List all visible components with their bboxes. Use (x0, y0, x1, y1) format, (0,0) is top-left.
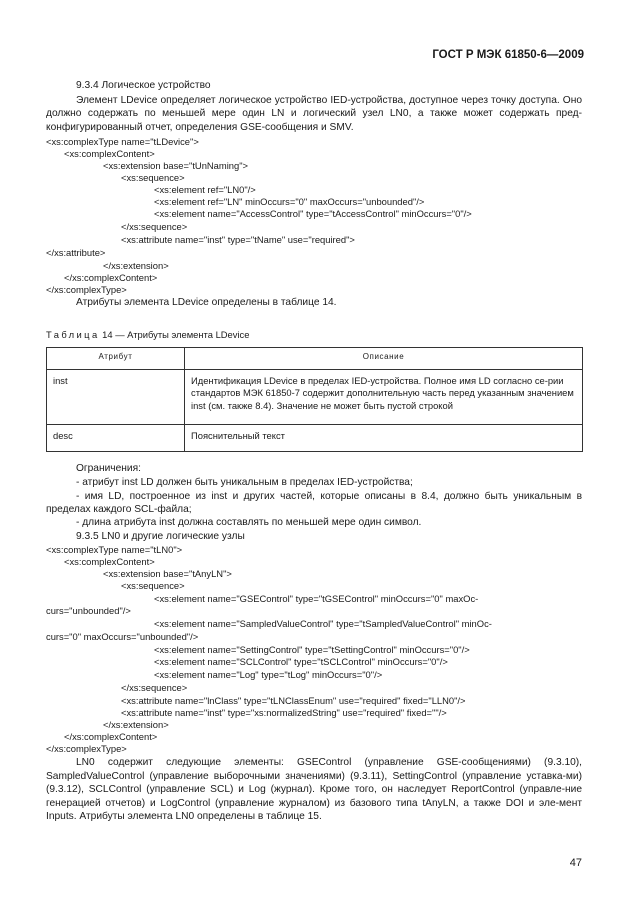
restriction-item: - имя LD, построенное из inst и других частей, которые описаны в 8.4, должно быть уникальным в пределах каждого SCL-файла; (46, 491, 582, 516)
code-line: <xs:complexType name="tLDevice"> (46, 136, 199, 147)
table-reference-text: Атрибуты элемента LDevice определены в таблице 14. (76, 297, 337, 308)
code-line: <xs:element ref="LN" minOccurs="0" maxOccurs="unbounded"/> (154, 196, 425, 207)
page-number: 47 (569, 857, 582, 869)
restrictions-title: Ограничения: (76, 463, 141, 474)
code-line: <xs:attribute name="inst" type="xs:normalizedString" use="required" fixed=""/> (121, 707, 447, 718)
code-line: <xs:element name="SettingControl" type="tSettingControl" minOccurs="0"/> (154, 644, 470, 655)
restriction-item: - атрибут inst LD должен быть уникальным в пределах IED-устройства; (76, 477, 413, 488)
code-line: <xs:element ref="LN0"/> (154, 184, 256, 195)
code-line: <xs:element name="SCLControl" type="tSCLControl" minOccurs="0"/> (154, 656, 448, 667)
section-934-paragraph: Элемент LDevice определяет логическое устройство IED-устройства, доступное через точку доступа. Оно должно содержать по меньшей мере один LN и логический узел LN0, а также может содержать пред-конфигурированный отчет, определения GSE-сообщения и SMV. (46, 95, 582, 133)
code-line: <xs:element name="AccessControl" type="tAccessControl" minOccurs="0"/> (154, 208, 472, 219)
attribute-cell: desc (47, 425, 185, 452)
code-line: </xs:complexType> (46, 284, 127, 295)
code-line: <xs:attribute name="lnClass" type="tLNClassEnum" use="required" fixed="LLN0"/> (121, 695, 466, 706)
code-line: </xs:complexType> (46, 743, 127, 754)
code-line: <xs:complexType name="tLN0"> (46, 544, 183, 555)
description-cell: Пояснительный текст (185, 425, 583, 452)
code-line: </xs:extension> (103, 719, 169, 730)
table-row (47, 370, 583, 425)
code-line: </xs:complexContent> (64, 272, 158, 283)
code-line: </xs:attribute> (46, 247, 106, 258)
table-caption: Таблица 14 — Атрибуты элемента LDevice (46, 329, 250, 340)
code-line: <xs:complexContent> (64, 556, 155, 567)
code-line: <xs:attribute name="inst" type="tName" use="required"> (121, 234, 355, 245)
section-heading-935: 9.3.5 LN0 и другие логические узлы (76, 531, 245, 542)
standard-header: ГОСТ Р МЭК 61850-6—2009 (432, 49, 584, 61)
code-line: <xs:element name="SampledValueControl" type="tSampledValueControl" minOc- (154, 618, 492, 629)
attribute-cell: inst (47, 370, 185, 425)
code-line: <xs:sequence> (121, 172, 185, 183)
column-header-description: Описание (185, 348, 583, 370)
code-line: <xs:extension base="tAnyLN"> (103, 568, 232, 579)
column-header-attribute: Атрибут (47, 348, 185, 370)
code-line: <xs:sequence> (121, 580, 185, 591)
closing-paragraph: LN0 содержит следующие элементы: GSEControl (управление GSE-сообщениями) (9.3.10), SampledValueControl (управление выборочными значениями) (9.3.11), SettingControl (управление уставка-ми) (9.3.12), SCLControl (управление SCL) и Log (журнал). Кроме того, он наследует ReportControl (управле-ние генерацией отчетов) и LogControl (управление журналом) из базового типа tAnyLN, а также DOI и эле-мент Inputs. Атрибуты элемента LN0 определены в таблице 15. (46, 757, 582, 823)
table-row (47, 425, 583, 452)
code-line: curs="unbounded"/> (46, 605, 131, 616)
code-line: <xs:complexContent> (64, 148, 155, 159)
restriction-item: - длина атрибута inst должна составлять по меньшей мере один символ. (76, 517, 422, 528)
code-line: </xs:sequence> (121, 221, 188, 232)
code-line: </xs:sequence> (121, 682, 188, 693)
code-line: </xs:complexContent> (64, 731, 158, 742)
code-line: <xs:extension base="tUnNaming"> (103, 160, 249, 171)
code-line: </xs:extension> (103, 260, 169, 271)
attributes-table (46, 347, 583, 452)
description-cell: Идентификация LDevice в пределах IED-устройства. Полное имя LD согласно се-рии стандартов МЭК 61850-7 содержит дополнительную часть перед указанным значением inst (см. также 8.4). Значение не может быть пустой строкой (185, 370, 583, 425)
code-line: curs="0" maxOccurs="unbounded"/> (46, 631, 199, 642)
code-line: <xs:element name="GSEControl" type="tGSEControl" minOccurs="0" maxOc- (154, 593, 479, 604)
code-line: <xs:element name="Log" type="tLog" minOccurs="0"/> (154, 669, 383, 680)
table-header-row (47, 348, 583, 370)
section-heading-934: 9.3.4 Логическое устройство (76, 80, 211, 91)
